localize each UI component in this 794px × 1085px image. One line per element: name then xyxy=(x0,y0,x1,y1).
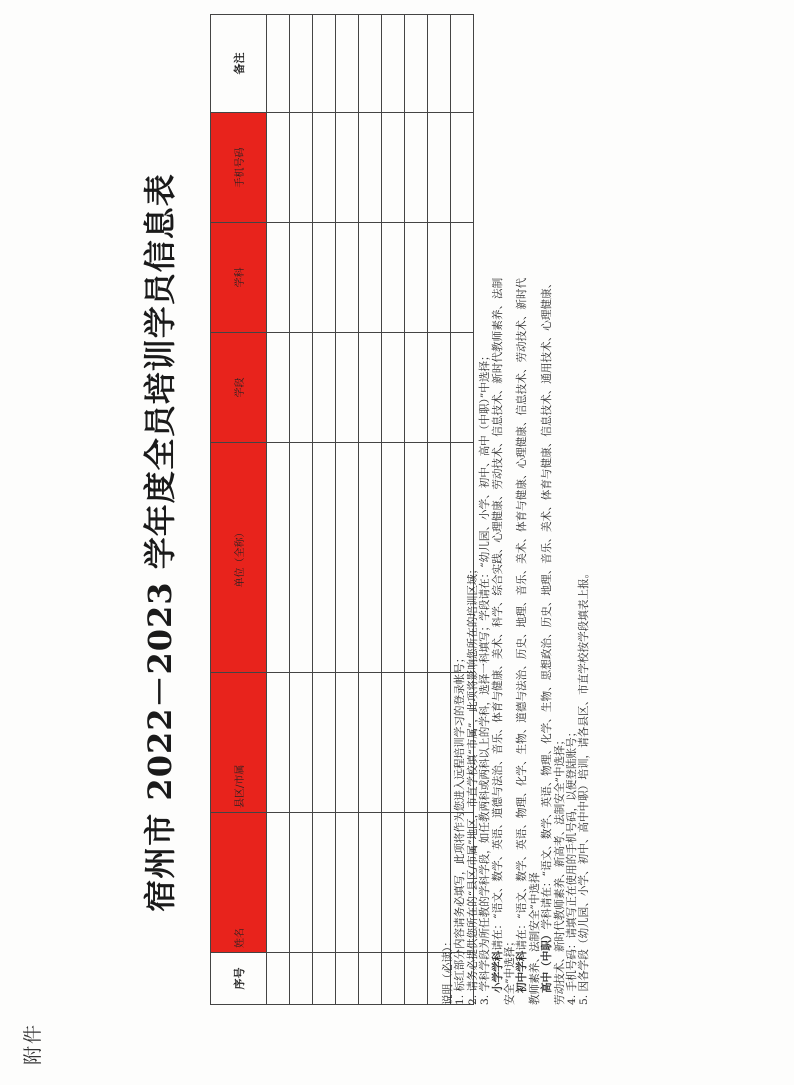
table-cell[interactable] xyxy=(290,953,313,1005)
trainee-info-table xyxy=(210,14,474,1005)
primary-label: 小学学科 xyxy=(491,950,504,993)
header-stage: 学段 xyxy=(211,333,267,443)
table-cell[interactable] xyxy=(405,813,428,953)
table-cell[interactable] xyxy=(267,953,290,1005)
table-cell[interactable] xyxy=(290,15,313,113)
note-item-5: 5. 因各学段（幼儿园、小学、初中、高中中职）培训，请各县区、市直学校按学段填表上报。 xyxy=(578,567,591,1005)
table-cell[interactable] xyxy=(313,15,336,113)
table-cell[interactable] xyxy=(359,15,382,113)
table-cell[interactable] xyxy=(359,673,382,813)
primary-text-1: 请在：“语文、数学、英语、道德与法治、音乐、体育与健康、美术、科学、综合实践、心理健康、劳动技术、信息技术、新时代教师素养、法制 xyxy=(491,277,504,951)
note-item-3: 3. 学科学段为所任教的学科学段，如任教两科或两科以上的学科，选择一科填写；学段请在：“幼儿园、小学、初中、高中（中职）”中选择； xyxy=(479,350,492,1005)
table-cell[interactable] xyxy=(359,223,382,333)
table-cell[interactable] xyxy=(336,673,359,813)
table-cell[interactable] xyxy=(382,113,405,223)
table-cell[interactable] xyxy=(290,443,313,673)
table-cell[interactable] xyxy=(290,813,313,953)
table-row xyxy=(336,15,359,1005)
header-phone: 手机号码 xyxy=(211,113,267,223)
table-cell[interactable] xyxy=(336,953,359,1005)
table-cell[interactable] xyxy=(267,15,290,113)
table-row xyxy=(382,15,405,1005)
table-row xyxy=(267,15,290,1005)
page-title: 宿州市 2022－2023 学年度全员培训学员信息表 xyxy=(141,173,179,912)
table-cell[interactable] xyxy=(336,813,359,953)
table-cell[interactable] xyxy=(267,673,290,813)
junior-text-1: 请在：“语文、数学、英语、物理、化学、生物、道德与法治、历史、地理、音乐、美术、体育与健康、心理健康、信息技术、劳动技术、新时代 xyxy=(516,277,529,951)
table-cell[interactable] xyxy=(290,673,313,813)
table-cell[interactable] xyxy=(313,673,336,813)
table-cell[interactable] xyxy=(359,813,382,953)
table-cell[interactable] xyxy=(313,113,336,223)
senior-text-1: 学科请在：“语文、数学、英语、物理、化学、生物、思想政治、历史、地理、音乐、美术、体育与健康、信息技术、通用技术、心理健康、 xyxy=(541,277,554,930)
table-header-row xyxy=(211,15,267,1005)
table-cell[interactable] xyxy=(382,443,405,673)
note-primary xyxy=(492,15,504,1005)
senior-label: 高中（中职） xyxy=(541,929,554,993)
table-cell[interactable] xyxy=(336,333,359,443)
header-remarks: 备注 xyxy=(211,15,267,113)
table-cell[interactable] xyxy=(405,443,428,673)
table-cell[interactable] xyxy=(359,333,382,443)
table-cell[interactable] xyxy=(405,223,428,333)
table-cell[interactable] xyxy=(336,223,359,333)
note-senior xyxy=(541,15,553,1005)
table-cell[interactable] xyxy=(382,953,405,1005)
attachment-label: 附件 xyxy=(22,1022,44,1065)
notes-section xyxy=(442,15,591,1005)
table-cell[interactable] xyxy=(359,953,382,1005)
table-row xyxy=(313,15,336,1005)
header-unit: 单位（全称） xyxy=(211,443,267,673)
note-senior-cont: 劳动技术、新时代教师素养、新高考、法制安全”中选择； xyxy=(553,734,566,1005)
table-cell[interactable] xyxy=(313,443,336,673)
table-cell[interactable] xyxy=(359,443,382,673)
table-cell[interactable] xyxy=(405,113,428,223)
table-cell[interactable] xyxy=(313,223,336,333)
table-cell[interactable] xyxy=(267,223,290,333)
junior-label: 初中学科 xyxy=(516,950,529,993)
note-item-4: 4. 手机号码：请填写正在使用的手机号码，以便登陆账号； xyxy=(566,726,579,1005)
table-cell[interactable] xyxy=(382,15,405,113)
table-cell[interactable] xyxy=(382,813,405,953)
header-index: 序号 xyxy=(211,953,267,1005)
table-row xyxy=(359,15,382,1005)
table-cell[interactable] xyxy=(313,333,336,443)
header-name: 姓名 xyxy=(211,813,267,953)
notes-heading: 说明（必读）： xyxy=(442,936,454,1005)
table-cell[interactable] xyxy=(290,113,313,223)
header-district: 县区/市属 xyxy=(211,673,267,813)
table-cell[interactable] xyxy=(382,333,405,443)
note-junior xyxy=(516,15,528,1005)
table-row xyxy=(290,15,313,1005)
table-cell[interactable] xyxy=(382,673,405,813)
table-cell[interactable] xyxy=(405,15,428,113)
table-cell[interactable] xyxy=(336,443,359,673)
table-cell[interactable] xyxy=(336,113,359,223)
note-item-1: 1. 标红部分内容请务必填写，此项将作为您进入远程培训学习的登录帐号； xyxy=(454,652,467,1005)
table-cell[interactable] xyxy=(313,953,336,1005)
table-row xyxy=(405,15,428,1005)
table-cell[interactable] xyxy=(267,333,290,443)
table-cell[interactable] xyxy=(405,333,428,443)
table-cell[interactable] xyxy=(290,333,313,443)
table-cell[interactable] xyxy=(313,813,336,953)
table-cell[interactable] xyxy=(359,113,382,223)
note-junior-cont: 教师素养、法制安全”中选择 xyxy=(528,872,541,1005)
note-primary-cont: 安全”中选择； xyxy=(504,936,517,1005)
table-cell[interactable] xyxy=(336,15,359,113)
note-item-2: 2. 请务必提供您所在的“县区/市属”地区，市直学校填“市属”，此项将影响您所在的培训区域； xyxy=(466,563,479,1005)
table-cell[interactable] xyxy=(267,443,290,673)
table-cell[interactable] xyxy=(405,673,428,813)
table-cell[interactable] xyxy=(290,223,313,333)
table-cell[interactable] xyxy=(267,113,290,223)
header-subject: 学科 xyxy=(211,223,267,333)
table-cell[interactable] xyxy=(382,223,405,333)
table-cell[interactable] xyxy=(405,953,428,1005)
table-cell[interactable] xyxy=(267,813,290,953)
